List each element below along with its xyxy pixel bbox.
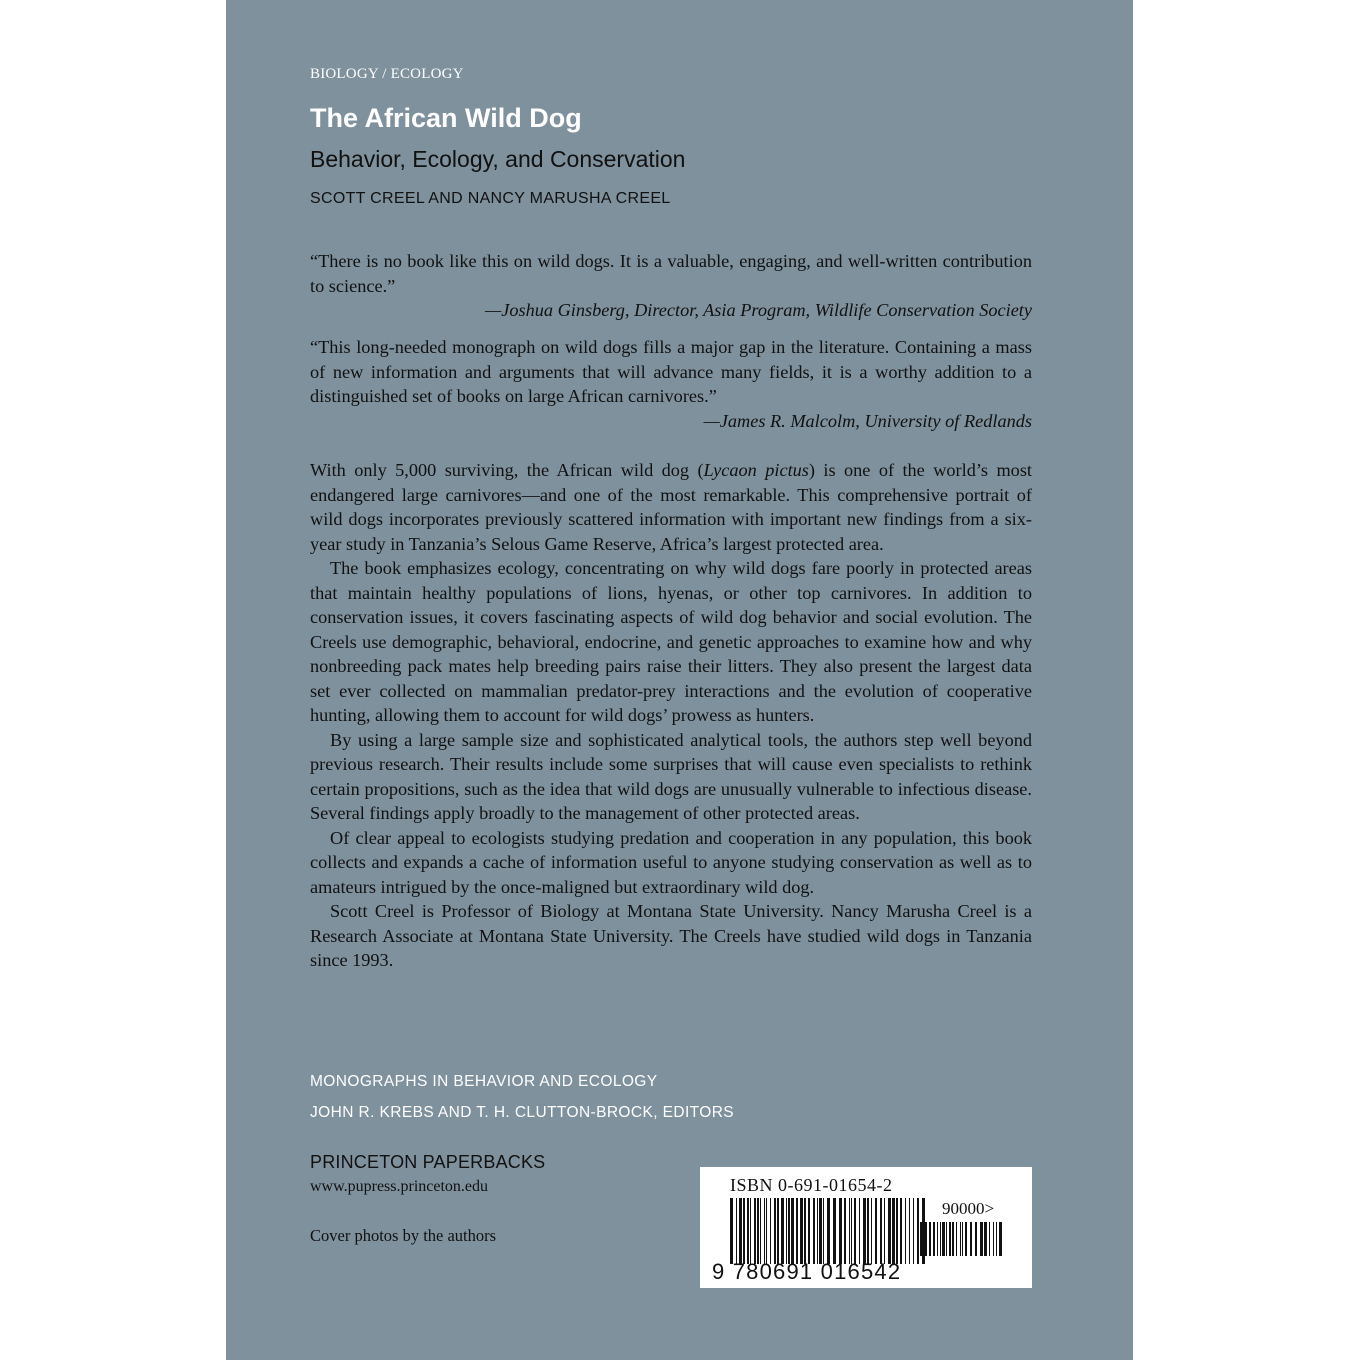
barcode-bar [913, 1198, 914, 1264]
barcode-bar [933, 1222, 935, 1256]
barcode-bar [849, 1198, 850, 1264]
barcode-bar [833, 1198, 836, 1264]
barcode-bar [750, 1198, 751, 1264]
barcode-bar [736, 1198, 737, 1264]
publisher-imprint: PRINCETON PAPERBACKS [310, 1152, 546, 1172]
barcode-bar [819, 1198, 822, 1264]
barcode-bar [867, 1198, 869, 1264]
quote-text: “There is no book like this on wild dogs. It is a valuable, engaging, and well-written contribution to science.” [310, 251, 1032, 296]
quote-attribution: —Joshua Ginsberg, Director, Asia Program, Wildlife Conservation Society [484, 300, 1032, 320]
barcode-bar [942, 1222, 945, 1256]
barcode-bar [965, 1222, 967, 1256]
barcode-bar [952, 1222, 954, 1256]
barcode-bar [892, 1198, 895, 1264]
barcode-bar [800, 1198, 803, 1264]
description-paragraph-3: By using a large sample size and sophisticated analytical tools, the authors step well beyond previous research. Their results include some surprises that will cause even specialists to rethink certain propositions, such as the idea that wild dogs are unusually vulnerable to infectious disease. Several findings apply broadly to the management of other protected areas. [310, 729, 1032, 823]
ean-barcode [730, 1198, 926, 1264]
book-authors: SCOTT CREEL AND NANCY MARUSHA CREEL [310, 190, 671, 207]
author-bio: Scott Creel is Professor of Biology at Montana State University. Nancy Marusha Creel is a Research Associate at Montana State University. The Creels have studied wild dogs in Tanzania since 1993. [310, 901, 1032, 970]
barcode-bar [730, 1198, 733, 1264]
barcode-bar [989, 1222, 990, 1256]
description [310, 458, 1032, 973]
barcode-bar [946, 1222, 947, 1256]
barcode-bar [884, 1198, 885, 1264]
barcode-bar [859, 1198, 860, 1264]
barcode-bar [791, 1198, 794, 1264]
barcode-bar [808, 1198, 810, 1264]
barcode-bar [900, 1198, 902, 1264]
barcode-bar [996, 1222, 997, 1256]
species-name: Lycaon pictus [703, 460, 809, 480]
barcode-bar [757, 1198, 759, 1264]
barcode-bar [937, 1222, 938, 1256]
barcode-bar [905, 1198, 906, 1264]
barcode-bar [970, 1222, 972, 1256]
barcode-bar [871, 1198, 872, 1264]
barcode-bar [804, 1198, 806, 1264]
barcode-bar [949, 1222, 951, 1256]
barcode-bar [743, 1198, 745, 1264]
barcode-bar [817, 1198, 818, 1264]
book-subtitle: Behavior, Ecology, and Conservation [310, 146, 686, 172]
barcode-bar [760, 1198, 761, 1264]
barcode-bar [854, 1198, 856, 1264]
barcode-bar [929, 1222, 931, 1256]
publisher-website: www.pupress.princeton.edu [310, 1178, 489, 1195]
isbn-number: ISBN 0-691-01654-2 [730, 1175, 893, 1195]
barcode-bar [823, 1198, 824, 1264]
barcode-bar [777, 1198, 779, 1264]
barcode-bar [766, 1198, 767, 1264]
ean-digits: 9 780691 016542 [712, 1259, 902, 1284]
barcode-bar [880, 1198, 882, 1264]
barcode-bar [940, 1222, 941, 1256]
category-label: BIOLOGY / ECOLOGY [310, 66, 464, 82]
barcode-bar [770, 1198, 771, 1264]
description-paragraph-1: With only 5,000 surviving, the African wild dog (Lycaon pictus) is one of the world’s most endangered large carnivores—and one of the most remarkable. This comprehensive portrait of wild dogs incorporates previously scattered information with important new findings from a six-year study in Tanzania’s Selous Game Reserve, Africa’s largest protected area. [310, 460, 1033, 554]
barcode-bar [960, 1222, 961, 1256]
barcode-bar [875, 1198, 877, 1264]
description-paragraph-2: The book emphasizes ecology, concentrating on why wild dogs fare poorly in protected areas that maintain healthy populations of lions, hyenas, or other top carnivores. In addition to conservation issues, it covers fascinating aspects of wild dog behavior and social evolution. The Creels use demographic, behavioral, endocrine, and genetic approaches to examine how and why nonbreeding pack mates help breeding pairs raise their litters. They also present the largest data set ever collected on mammalian predator-prey interactions and the evolution of cooperative hunting, allowing them to account for wild dogs’ prowess as hunters. [310, 558, 1032, 725]
barcode-bar [764, 1198, 765, 1264]
quote-attribution: —James R. Malcolm, University of Redlands [703, 410, 1032, 431]
barcode-bar [984, 1222, 987, 1256]
barcode-bar [956, 1222, 957, 1256]
barcode-bar [888, 1198, 891, 1264]
addon-barcode [918, 1222, 1006, 1256]
book-title: The African Wild Dog [310, 103, 582, 133]
barcode-bar [739, 1198, 742, 1264]
barcode-bar [754, 1198, 756, 1264]
barcode-bar [918, 1222, 919, 1256]
barcode-bar [962, 1222, 963, 1256]
barcode-label [700, 1167, 1032, 1288]
barcode-bar [863, 1198, 866, 1264]
barcode-bar [980, 1222, 983, 1256]
barcode-bar [788, 1198, 790, 1264]
barcode-bar [920, 1222, 923, 1256]
barcode-bar [993, 1222, 994, 1256]
barcode-bar [975, 1222, 977, 1256]
barcode-bar [747, 1198, 749, 1264]
barcode-bar [896, 1198, 898, 1264]
series-editors: JOHN R. KREBS AND T. H. CLUTTON-BROCK, EDITORS [310, 1104, 735, 1121]
review-quote-2 [310, 335, 1032, 433]
barcode-bar [844, 1198, 846, 1264]
price-code: 90000> [942, 1199, 995, 1218]
barcode-bar [924, 1222, 927, 1256]
barcode-bar [786, 1198, 787, 1264]
barcode-bar [851, 1198, 852, 1264]
barcode-bar [774, 1198, 776, 1264]
review-quote-1 [310, 249, 1032, 323]
barcode-bar [781, 1198, 784, 1264]
photo-credit: Cover photos by the authors [310, 1226, 497, 1245]
barcode-bar [839, 1198, 842, 1264]
quote-text: “This long-needed monograph on wild dogs fills a major gap in the literature. Containing a mass of new information and arguments that will advance many fields, it is a worthy addition to a distinguished set of books on large African carnivores.” [310, 337, 1032, 406]
series-name: MONOGRAPHS IN BEHAVIOR AND ECOLOGY [310, 1073, 658, 1090]
barcode-bar [827, 1198, 830, 1264]
barcode-bar [813, 1198, 815, 1264]
barcode-bar [909, 1198, 910, 1264]
barcode-bar [796, 1198, 798, 1264]
barcode-bar [999, 1222, 1002, 1256]
description-paragraph-4: Of clear appeal to ecologists studying predation and cooperation in any population, this book collects and expands a cache of information useful to anyone studying conservation as well as to amateurs intrigued by the once-maligned but extraordinary wild dog. [310, 827, 1032, 897]
